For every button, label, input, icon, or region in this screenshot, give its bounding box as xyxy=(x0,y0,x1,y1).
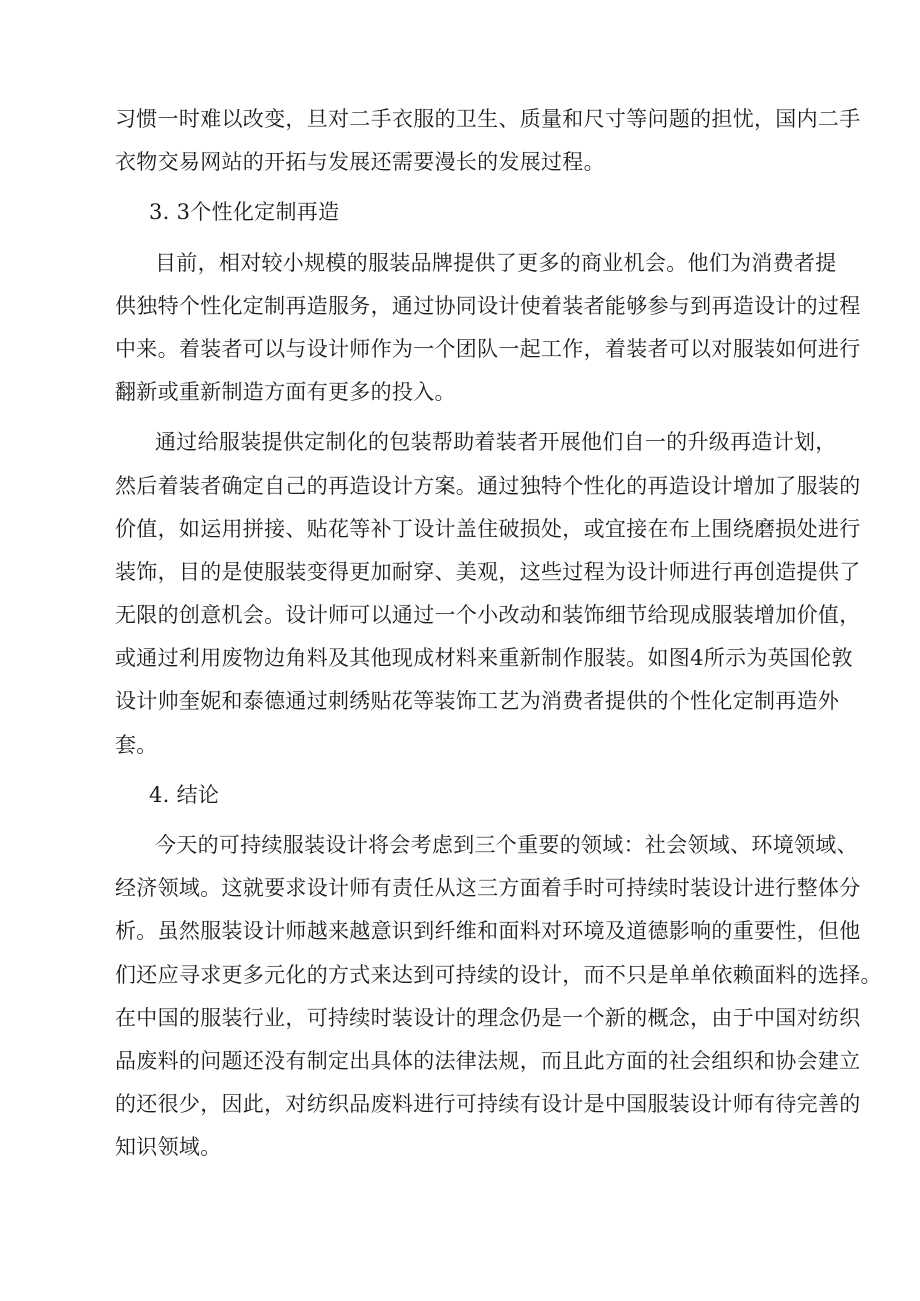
paragraph xyxy=(115,421,861,767)
text-line: 或通过利用废物边角料及其他现成材料来重新制作服装。如图4所示为英国伦敦 xyxy=(115,646,853,671)
text-line: 设计帅奎妮和泰德通过刺绣贴花等装饰工艺为消费者提供的个性化定制再造外 xyxy=(115,689,840,714)
text-line: 在中国的服装行业，可持续时装设计的理念仍是一个新的概念，由于中国对纺织 xyxy=(115,1005,861,1030)
text-line: 品废料的问题还没有制定出具体的法律法规，而且此方面的社会组织和协会建立 xyxy=(115,1048,861,1073)
text-line: 们还应寻求更多元化的方式来达到可持续的设计，而不只是单单依赖面料的选择。 xyxy=(115,962,882,987)
text-line: 知识领域。 xyxy=(115,1135,222,1160)
intro-paragraph xyxy=(115,98,861,184)
section-heading-3-3: 3. 3个性化定制再造 xyxy=(149,200,340,225)
text-line: 中来。着装者可以与设计师作为一个团队一起工作，着装者可以对服装如何进行 xyxy=(115,336,861,361)
text-line: 今天的可持续服装设计将会考虑到三个重要的领域：社会领域、环境领域、 xyxy=(155,833,858,857)
text-line: 经济领域。这就要求设计师有责任从这三方面着手时可持续时装设计进行整体分 xyxy=(115,876,861,901)
text-line: 衣物交易网站的开拓与发展还需要漫长的发展过程。 xyxy=(115,150,605,175)
text-line: 价值，如运用拼接、贴花等补丁设计盖住破损处，或宜接在布上围绕磨损处进行 xyxy=(115,516,861,541)
text-line: 析。虽然服装设计师越来越意识到纤维和面料对环境及道德影响的重要性，但他 xyxy=(115,919,861,944)
document-body xyxy=(115,98,882,1170)
section-heading-4: 4. 结论 xyxy=(149,782,220,807)
text-line: 翻新或重新制造方面有更多的投入。 xyxy=(115,380,456,405)
text-line: 套。 xyxy=(115,732,158,757)
paragraph xyxy=(115,242,861,415)
text-line: 通过给服装提供定制化的包装帮助着装者开展他们自一的升级再造计划， xyxy=(155,430,837,455)
text-line: 然后着装者确定自己的再造设计方案。通过独特个性化的再造设计增加了服装的 xyxy=(115,473,861,498)
text-line: 装饰，目的是使服装变得更加耐穿、美观，这些过程为设计师进行再创造提供了 xyxy=(115,559,861,584)
text-line: 的还很少，因此，对纺织品废料进行可持续有设计是中国服装设计师有待完善的 xyxy=(115,1092,861,1117)
text-line: 无限的创意机会。设计师可以通过一个小改动和装饰细节给现成服装增加价值， xyxy=(115,603,861,628)
text-line: 习惯一时难以改变，旦对二手衣服的卫生、质量和尺寸等问题的担忧，国内二手 xyxy=(115,107,861,131)
text-line: 供独特个性化定制再造服务，通过协同设计使着装者能够参与到再造设计的过程 xyxy=(115,293,861,318)
paragraph xyxy=(115,824,882,1170)
text-line: 目前，相对较小规模的服装品牌提供了更多的商业机会。他们为消费者提 xyxy=(155,250,837,275)
